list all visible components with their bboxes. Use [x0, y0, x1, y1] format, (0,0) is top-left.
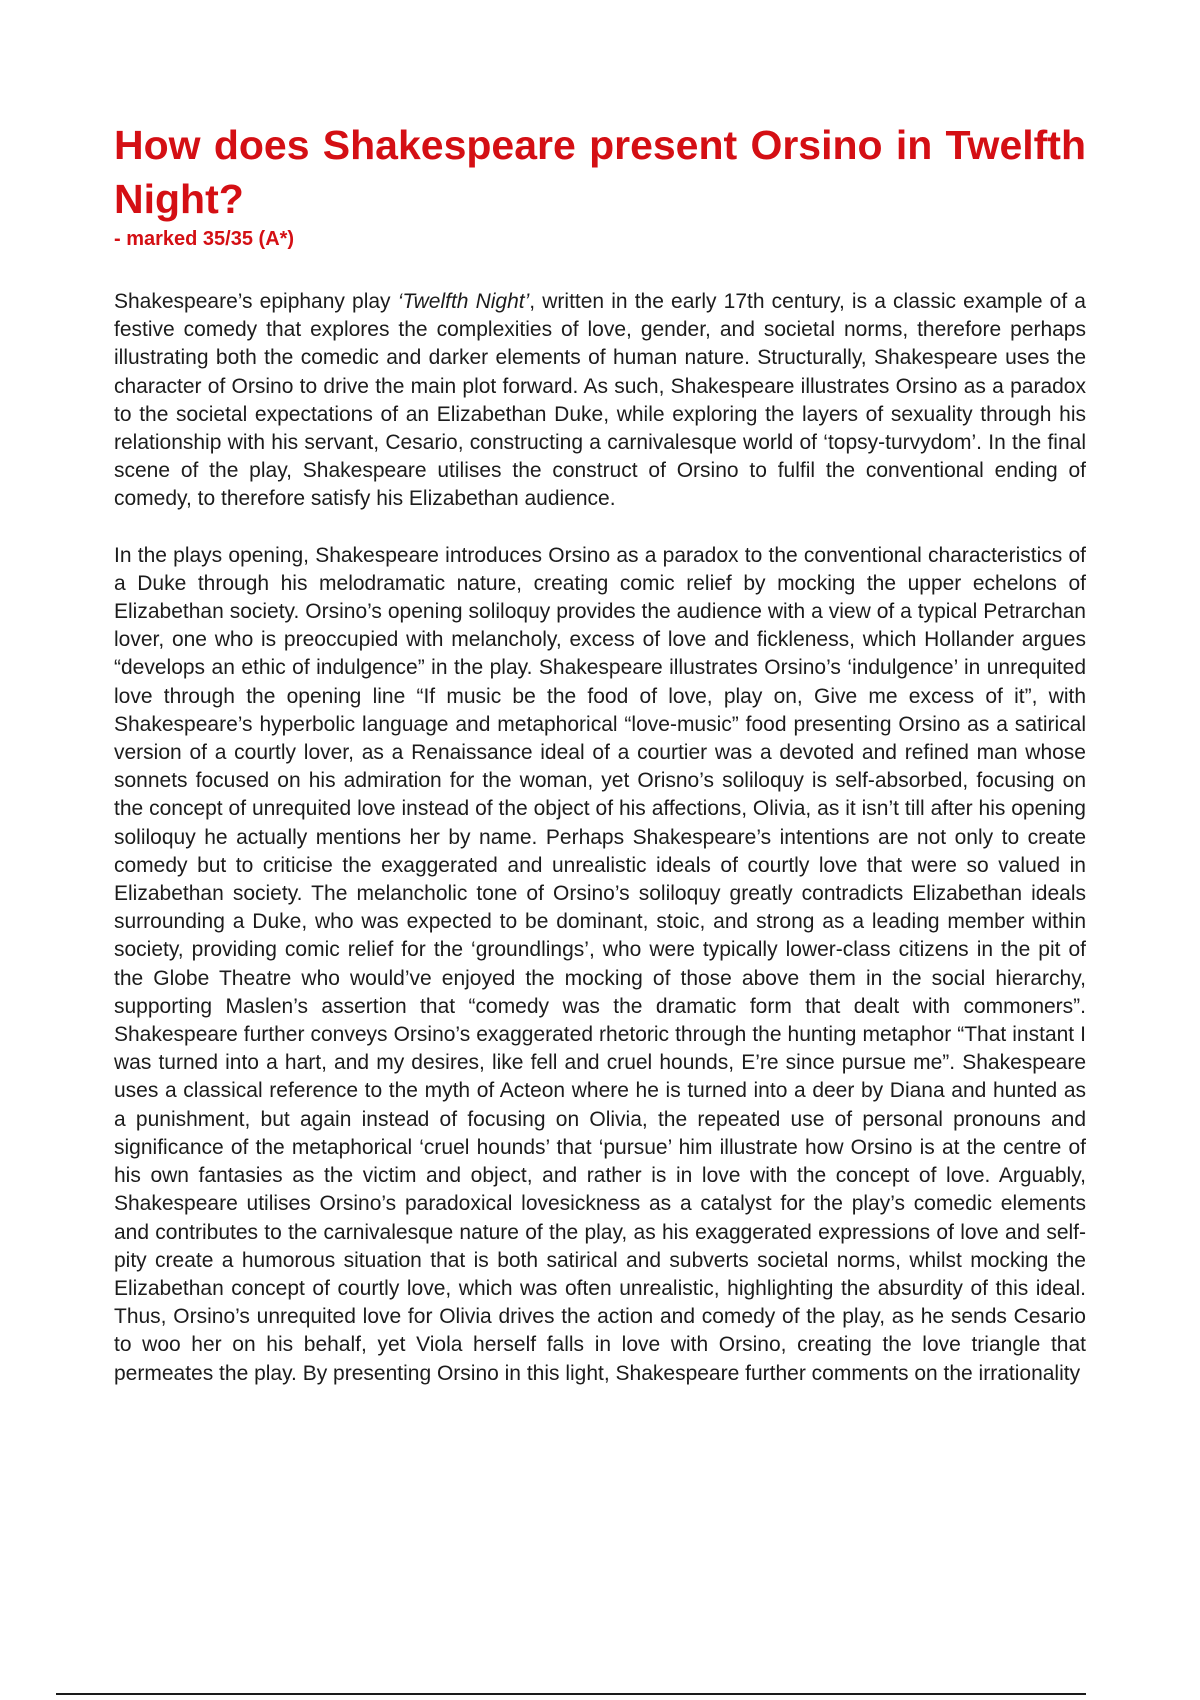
paragraph-1-rest: , written in the early 17th century, is a classic example of a festive comedy that explores the complexities of love, gender, and societal norms, therefore perhaps illustrating both the comedic and darker elements of human nature. Structurally, Shakespeare uses the character of Orsino to drive the main plot forward. As such, Shakespeare illustrates Orsino as a paradox to the societal expectations of an Elizabethan Duke, while exploring the layers of sexuality through his relationship with his servant, Cesario, constructing a carnivalesque world of ‘topsy-turvydom’. In the final scene of the play, Shakespeare utilises the construct of Orsino to fulfil the conventional ending of comedy, to therefore satisfy his Elizabethan audience. [114, 290, 1086, 511]
footer-divider [56, 1693, 1086, 1695]
document-page [114, 118, 1086, 1416]
paragraph-opening-analysis: In the plays opening, Shakespeare introduces Orsino as a paradox to the conventional characteristics of a Duke through his melodramatic nature, creating comic relief by mocking the upper echelons of Elizabethan society. Orsino’s opening soliloquy provides the audience with a view of a typical Petrarchan lover, one who is preoccupied with melancholy, excess of love and fickleness, which Hollander argues “develops an ethic of indulgence” in the play. Shakespeare illustrates Orsino’s ‘indulgence’ in unrequited love through the opening line “If music be the food of love, play on, Give me excess of it”, with Shakespeare’s hyperbolic language and metaphorical “love-music” food presenting Orsino as a satirical version of a courtly lover, as a Renaissance ideal of a courtier was a devoted and refined man whose sonnets focused on his admiration for the woman, yet Orisno’s soliloquy is self-absorbed, focusing on the concept of unrequited love instead of the object of his affections, Olivia, as it isn’t till after his opening soliloquy he actually mentions her by name. Perhaps Shakespeare’s intentions are not only to create comedy but to criticise the exaggerated and unrealistic ideals of courtly love that were so valued in Elizabethan society. The melancholic tone of Orsino’s soliloquy greatly contradicts Elizabethan ideals surrounding a Duke, who was expected to be dominant, stoic, and strong as a leading member within society, providing comic relief for the ‘groundlings’, who were typically lower-class citizens in the pit of the Globe Theatre who would’ve enjoyed the mocking of those above them in the social hierarchy, supporting Maslen’s assertion that “comedy was the dramatic form that dealt with commoners”. Shakespeare further conveys Orsino’s exaggerated rhetoric through the hunting metaphor “That instant I was turned into a hart, and my desires, like fell and cruel hounds, E’re since pursue me”. Shakespeare uses a classical reference to the myth of Acteon where he is turned into a deer by Diana and hunted as a punishment, but again instead of focusing on Olivia, the repeated use of personal pronouns and significance of the metaphorical ‘cruel hounds’ that ‘pursue’ him illustrate how Orsino is at the centre of his own fantasies as the victim and object, and rather is in love with the concept of love. Arguably, Shakespeare utilises Orsino’s paradoxical lovesickness as a catalyst for the play’s comedic elements and contributes to the carnivalesque nature of the play, as his exaggerated expressions of love and self-pity create a humorous situation that is both satirical and subverts societal norms, whilst mocking the Elizabethan concept of courtly love, which was often unrealistic, highlighting the absurdity of this ideal. Thus, Orsino’s unrequited love for Olivia drives the action and comedy of the play, as he sends Cesario to woo her on his behalf, yet Viola herself falls in love with Orsino, creating the love triangle that permeates the play. By presenting Orsino in this light, Shakespeare further comments on the irrationality [114, 543, 1086, 1385]
page-title: How does Shakespeare present Orsino in Twelfth Night? [114, 122, 1086, 222]
grade-subtitle: - marked 35/35 (A*) [114, 228, 295, 250]
paragraph-1-start: Shakespeare’s epiphany play [114, 290, 398, 313]
essay-body [114, 288, 1086, 1388]
paragraph-introduction [114, 288, 1086, 514]
play-title-italic: ‘Twelfth Night’ [397, 290, 530, 313]
